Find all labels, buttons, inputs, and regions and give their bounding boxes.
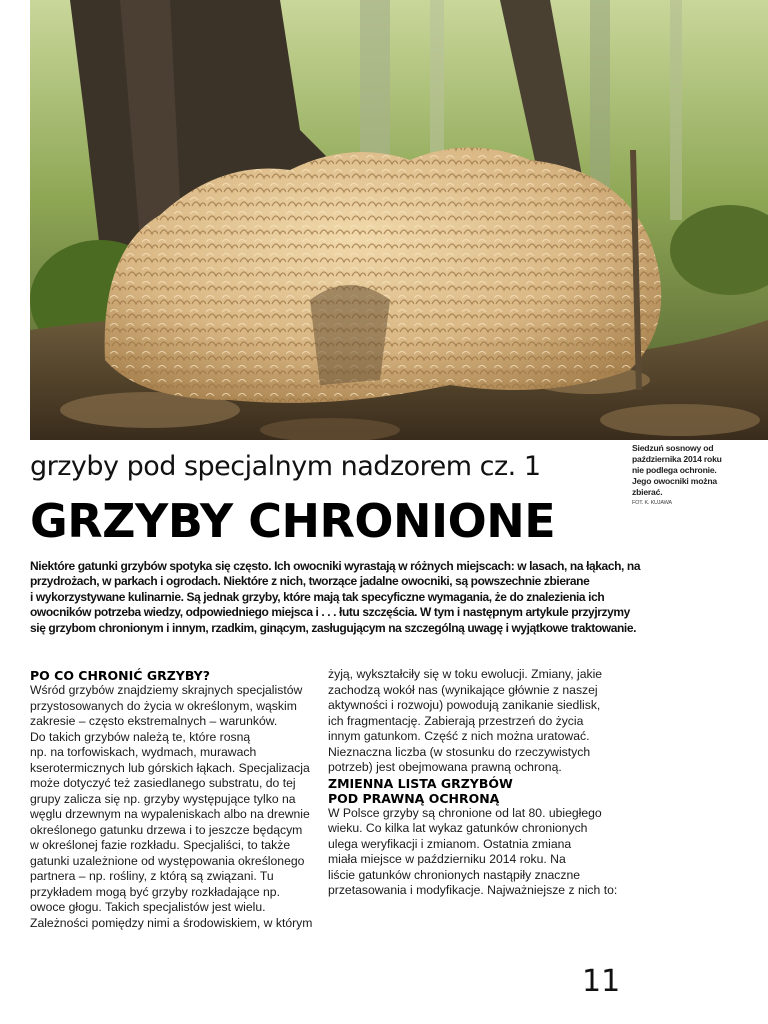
- body-line: miała miejsce w październiku 2014 roku. Na: [328, 852, 566, 866]
- body-line: może dotyczyć też zasiedlanego substratu, do tej: [30, 776, 296, 790]
- body-line: ich fragmentację. Zabierają przestrzeń do życia: [328, 713, 584, 728]
- lead-line: Niektóre gatunki grzybów spotyka się często. Ich owocniki wyrastają w różnych miejscach: w lasach, na łąkach, na: [30, 559, 641, 573]
- article-title: GRZYBY CHRONIONE: [30, 494, 556, 548]
- section-heading: PO CO CHRONIĆ GRZYBY?: [30, 668, 210, 683]
- section-heading: [328, 776, 618, 806]
- body-line: innym gatunkom. Część z nich można uratować.: [328, 729, 590, 743]
- body-line: owoce głogu. Takich specjalistów jest wielu.: [30, 900, 266, 914]
- body-line: np. na torfowiskach, wydmach, murawach: [30, 745, 257, 759]
- page-number: 11: [582, 964, 621, 999]
- left-column: [30, 668, 320, 931]
- body-line: Nieznaczna liczba (w stosunku do rzeczywistych: [328, 744, 591, 759]
- body-line: Wśród grzybów znajdziemy skrajnych specjalistów: [30, 683, 303, 697]
- hero-photo: [30, 0, 768, 440]
- mushroom-photo-illustration: [30, 0, 768, 440]
- body-line: węglu drzewnym na wypaleniskach albo na drewnie: [30, 807, 310, 821]
- body-line: ulega weryfikacji i zmianom. Ostatnia zmiana: [328, 836, 572, 851]
- caption-line: października 2014 roku: [632, 454, 722, 464]
- body-line: przykładem mogą być grzyby rozkładające np.: [30, 884, 280, 899]
- body-line: gatunki uzależnione od występowania określonego: [30, 853, 305, 868]
- body-line: partnera – np. rośliny, z którą są związani. Tu: [30, 869, 274, 883]
- body-line: potrzeb) jest obejmowana prawną ochroną.: [328, 760, 562, 774]
- body-line: grupy zalicza się np. grzyby występujące tylko na: [30, 791, 296, 806]
- lead-line: owocników potrzeba wiedzy, odpowiedniego miejsca i . . . łutu szczęścia. W tym i następnym artykule przyjrzymy: [30, 605, 630, 620]
- body-line: zachodzą wokół nas (wynikające głównie z naszej: [328, 682, 598, 697]
- caption-line: zbierać.: [632, 487, 663, 497]
- body-line: żyją, wykształciły się w toku ewolucji. Zmiany, jakie: [328, 667, 603, 681]
- body-line: kserotermicznych lub górskich łąkach. Specjalizacja: [30, 760, 310, 775]
- body-line: liście gatunków chronionych nastąpiły znaczne: [328, 867, 581, 882]
- body-line: Zależności pomiędzy nimi a środowiskiem, w którym: [30, 915, 313, 930]
- body-line: przetasowania i modyfikacje. Najważniejsze z nich to:: [328, 883, 618, 897]
- body-line: określonego gatunku drzewa i to jeszcze będącym: [30, 822, 303, 837]
- caption-line: Siedzuń sosnowy od: [632, 443, 714, 453]
- body-line: W Polsce grzyby są chronione od lat 80. ubiegłego: [328, 805, 602, 820]
- right-column: [328, 667, 618, 899]
- lead-line: i wykorzystywane kulinarnie. Są jednak grzyby, które mają tak specyficzne wymagania, że do znalezienia ich: [30, 589, 605, 604]
- article-kicker: grzyby pod specjalnym nadzorem cz. 1: [30, 451, 541, 482]
- photo-caption: [632, 443, 744, 508]
- caption-line: Jego owocniki można: [632, 476, 718, 486]
- caption-line: nie podlega ochronie.: [632, 465, 717, 475]
- section-heading-line: POD PRAWNĄ OCHRONĄ: [328, 790, 500, 806]
- section-heading-line: ZMIENNA LISTA GRZYBÓW: [328, 775, 513, 791]
- article-lead: [30, 559, 641, 636]
- photo-credit: FOT. K. KUJAWA: [632, 500, 672, 506]
- lead-line: przydrożach, w parkach i ogrodach. Niektóre z nich, tworzące jadalne owocniki, są powszechnie zbierane: [30, 574, 590, 589]
- body-line: aktywności i rozwoju) powodują zanikanie siedlisk,: [328, 698, 601, 712]
- body-line: w określonej fazie rozkładu. Specjaliści, to także: [30, 838, 291, 852]
- body-line: Do takich grzybów należą te, które rosną: [30, 729, 251, 744]
- body-line: przystosowanych do życia w określonym, wąskim: [30, 698, 297, 713]
- lead-line: się grzybom chronionym i innym, rzadkim, ginącym, zasługującym na szczególną uwagę i wyjątkowe traktowanie.: [30, 620, 637, 635]
- body-line: wieku. Co kilka lat wykaz gatunków chronionych: [328, 821, 588, 835]
- body-line: zakresie – często ekstremalnych – warunków.: [30, 714, 278, 728]
